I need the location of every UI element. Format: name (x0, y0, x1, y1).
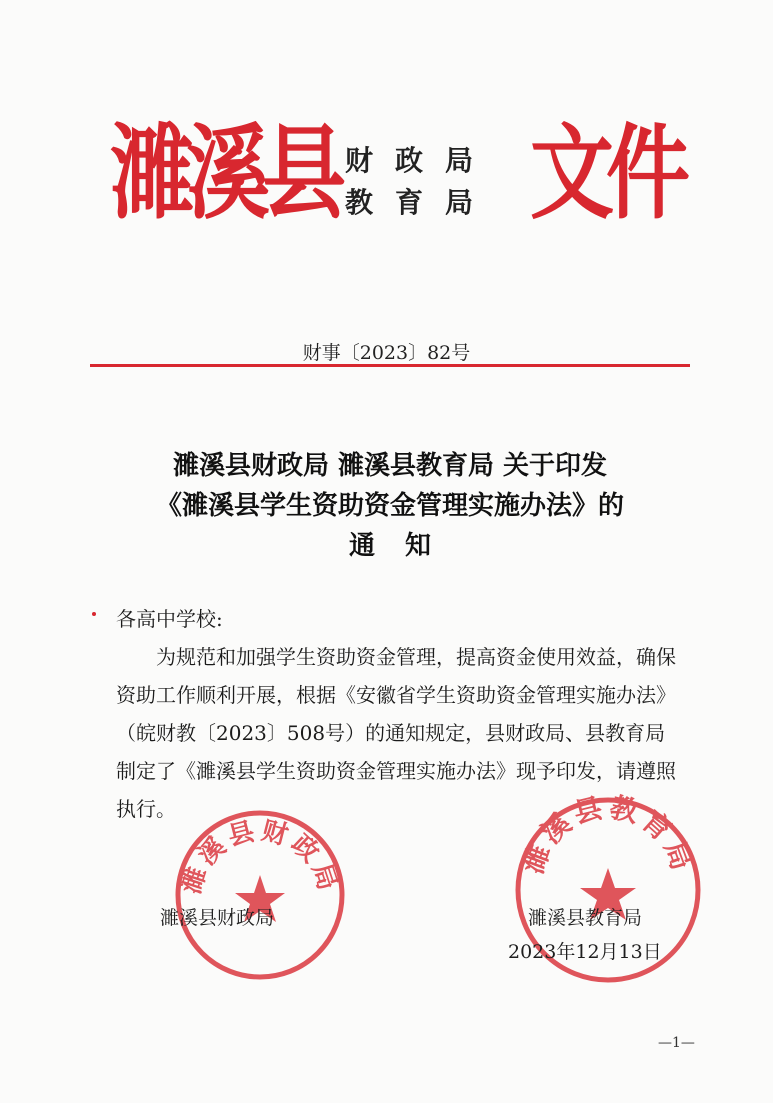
svg-text:濉溪县教育局 (516, 790, 700, 878)
header-departments (345, 140, 495, 224)
finance-seal-text: 濉溪县财政局 (176, 815, 344, 898)
document-title (100, 446, 680, 566)
signature-date: 2023年12月13日 (508, 941, 662, 963)
header-document-word: 文件 (530, 112, 683, 234)
signature-education-bureau: 濉溪县教育局 (528, 907, 643, 929)
margin-dot (92, 612, 96, 616)
title-line-3: 通知 (348, 531, 461, 561)
header-county-name: 濉溪县 (110, 112, 339, 234)
signature-finance-bureau: 濉溪县财政局 (160, 907, 275, 929)
header-dept-finance: 财政局 (345, 144, 496, 177)
page-number: —1— (658, 1035, 695, 1051)
title-line-1: 濉溪县财政局 濉溪县教育局 关于印发 (172, 451, 608, 481)
salutation: 各高中学校: (116, 607, 223, 631)
finance-bureau-seal (170, 805, 350, 985)
header-dept-education: 教育局 (345, 186, 496, 219)
header-red-rule (90, 364, 690, 367)
document-number: 财事〔2023〕82号 (302, 342, 471, 364)
body-paragraph: 为规范和加强学生资助资金管理，提高资金使用效益，确保资助工作顺利开展，根据《安徽省学生资助资金管理实施办法》（皖财教〔2023〕508号）的通知规定，县财政局、县教育局制定了《濉溪县学生资助资金管理实施办法》现予印发，请遵照执行。 (116, 645, 676, 821)
title-line-2: 《濉溪县学生资助资金管理实施办法》的 (155, 491, 624, 521)
education-seal-text: 濉溪县教育局 (516, 790, 700, 879)
